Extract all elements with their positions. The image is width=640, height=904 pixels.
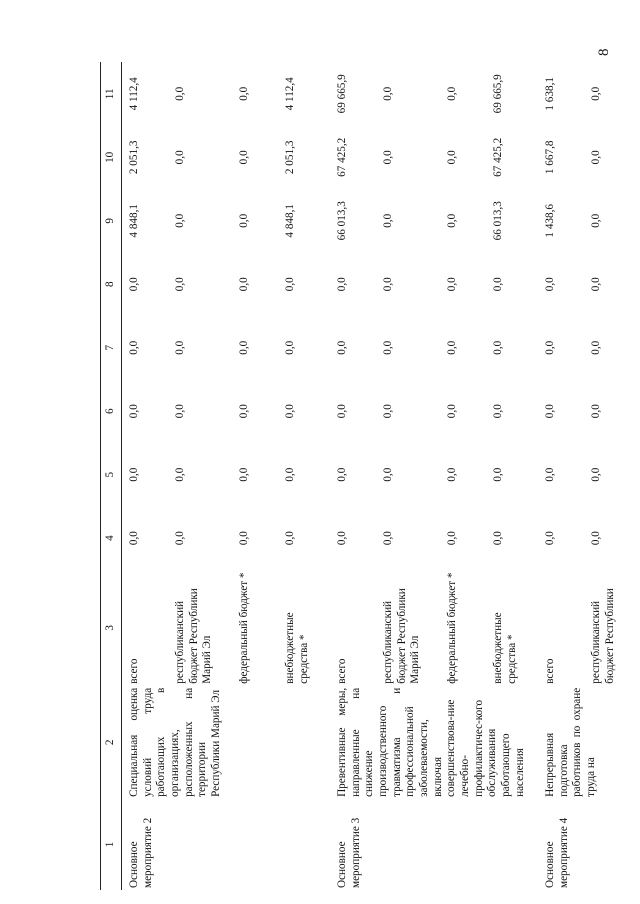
funding-source: всего <box>544 658 556 684</box>
value-cell: 0,0 <box>590 467 602 482</box>
funding-source: республиканский бюджет Республики Марий Эл <box>174 588 214 684</box>
table-row <box>538 62 590 890</box>
value-cell: 0,0 <box>382 404 394 419</box>
value-cell: 0,0 <box>590 531 602 546</box>
value-cell: 0,0 <box>284 531 296 546</box>
value-cell: 0,0 <box>382 86 394 101</box>
value-cell: 0,0 <box>492 277 504 292</box>
value-cell: 66 013,3 <box>336 201 348 241</box>
column-header: 2 <box>101 686 122 799</box>
table-row <box>122 62 175 890</box>
value-cell: 66 013,3 <box>492 201 504 241</box>
value-cell: 0,0 <box>174 213 186 228</box>
column-header: 3 <box>101 570 122 686</box>
header-row <box>101 62 122 890</box>
value-cell: 0,0 <box>174 150 186 165</box>
value-cell: 0,0 <box>238 340 250 355</box>
value-cell: 0,0 <box>382 340 394 355</box>
value-cell: 0,0 <box>238 150 250 165</box>
value-cell: 0,0 <box>238 467 250 482</box>
column-header: 11 <box>101 62 122 126</box>
page-number: 8 <box>596 48 612 56</box>
value-cell: 0,0 <box>336 277 348 292</box>
section-description: Непрерывная подготовка работников по охране труда на <box>544 687 597 797</box>
value-cell: 0,0 <box>128 467 140 482</box>
value-cell: 0,0 <box>544 277 556 292</box>
funding-source: республиканский бюджет Республики <box>590 588 616 684</box>
value-cell: 0,0 <box>590 404 602 419</box>
value-cell: 0,0 <box>128 531 140 546</box>
value-cell: 0,0 <box>544 467 556 482</box>
value-cell: 0,0 <box>446 277 458 292</box>
value-cell: 2 051,3 <box>284 140 296 175</box>
table-row <box>330 62 382 890</box>
funding-source: внебюджетные средства * <box>492 612 518 684</box>
value-cell: 0,0 <box>446 467 458 482</box>
value-cell: 0,0 <box>492 404 504 419</box>
value-cell: 0,0 <box>284 340 296 355</box>
value-cell: 0,0 <box>446 404 458 419</box>
value-cell: 0,0 <box>238 277 250 292</box>
value-cell: 0,0 <box>590 277 602 292</box>
section-name: Основное мероприятие 3 <box>336 817 362 888</box>
value-cell: 0,0 <box>382 531 394 546</box>
value-cell: 0,0 <box>174 404 186 419</box>
value-cell: 0,0 <box>492 531 504 546</box>
section-name: Основное мероприятие 4 <box>544 817 570 888</box>
value-cell: 0,0 <box>238 86 250 101</box>
value-cell: 67 425,2 <box>492 137 504 177</box>
value-cell: 69 665,9 <box>336 74 348 114</box>
section-description: Превентивные меры, направленные на снижение производственного травматизма и профессиональной заболеваемости, включая совершенствова-ние лечебно-профилактичес-кого обслуживания работающего населения <box>336 687 526 797</box>
column-header: 5 <box>101 443 122 506</box>
section-description: Специальная оценка условий труда работающих в организациях, расположенных на территории Республики Марий Эл <box>128 687 222 797</box>
value-cell: 0,0 <box>284 404 296 419</box>
column-header: 10 <box>101 126 122 189</box>
funding-source: федеральный бюджет * <box>238 572 250 684</box>
value-cell: 0,0 <box>590 150 602 165</box>
value-cell: 2 051,3 <box>128 140 140 175</box>
value-cell: 1 438,6 <box>544 204 556 238</box>
column-header: 6 <box>101 379 122 442</box>
value-cell: 67 425,2 <box>336 137 348 177</box>
value-cell: 0,0 <box>238 531 250 546</box>
value-cell: 1 638,1 <box>544 77 556 111</box>
value-cell: 0,0 <box>590 213 602 228</box>
section-name: Основное мероприятие 2 <box>128 817 154 888</box>
funding-source: всего <box>336 658 348 684</box>
value-cell: 0,0 <box>336 531 348 546</box>
column-header: 1 <box>101 799 122 890</box>
value-cell: 0,0 <box>238 213 250 228</box>
value-cell: 0,0 <box>382 277 394 292</box>
value-cell: 0,0 <box>128 277 140 292</box>
value-cell: 69 665,9 <box>492 74 504 114</box>
value-cell: 0,0 <box>174 340 186 355</box>
value-cell: 0,0 <box>446 531 458 546</box>
value-cell: 0,0 <box>446 86 458 101</box>
value-cell: 4 112,4 <box>128 77 140 111</box>
value-cell: 0,0 <box>446 340 458 355</box>
value-cell: 0,0 <box>128 404 140 419</box>
table-body <box>122 62 640 890</box>
funding-source: всего <box>128 658 140 684</box>
value-cell: 0,0 <box>174 531 186 546</box>
column-header: 8 <box>101 253 122 316</box>
value-cell: 0,0 <box>590 86 602 101</box>
value-cell: 0,0 <box>284 277 296 292</box>
value-cell: 4 112,4 <box>284 77 296 111</box>
value-cell: 0,0 <box>492 467 504 482</box>
column-header: 4 <box>101 506 122 569</box>
value-cell: 1 667,8 <box>544 140 556 175</box>
value-cell: 0,0 <box>174 277 186 292</box>
value-cell: 0,0 <box>128 340 140 355</box>
value-cell: 0,0 <box>284 467 296 482</box>
value-cell: 0,0 <box>336 467 348 482</box>
value-cell: 0,0 <box>446 213 458 228</box>
value-cell: 0,0 <box>544 404 556 419</box>
value-cell: 4 848,1 <box>128 204 140 238</box>
column-header: 7 <box>101 316 122 379</box>
column-header: 9 <box>101 189 122 252</box>
value-cell: 0,0 <box>174 86 186 101</box>
value-cell: 0,0 <box>590 340 602 355</box>
value-cell: 0,0 <box>238 404 250 419</box>
funding-source: федеральный бюджет * <box>446 572 458 684</box>
budget-table <box>100 62 640 890</box>
value-cell: 4 848,1 <box>284 204 296 238</box>
value-cell: 0,0 <box>446 150 458 165</box>
value-cell: 0,0 <box>336 340 348 355</box>
value-cell: 0,0 <box>544 340 556 355</box>
funding-source: республиканский бюджет Республики Марий Эл <box>382 588 422 684</box>
value-cell: 0,0 <box>544 531 556 546</box>
value-cell: 0,0 <box>382 213 394 228</box>
value-cell: 0,0 <box>336 404 348 419</box>
funding-source: внебюджетные средства * <box>284 612 310 684</box>
value-cell: 0,0 <box>382 150 394 165</box>
budget-table-rotated <box>100 62 616 890</box>
value-cell: 0,0 <box>382 467 394 482</box>
value-cell: 0,0 <box>174 467 186 482</box>
value-cell: 0,0 <box>492 340 504 355</box>
